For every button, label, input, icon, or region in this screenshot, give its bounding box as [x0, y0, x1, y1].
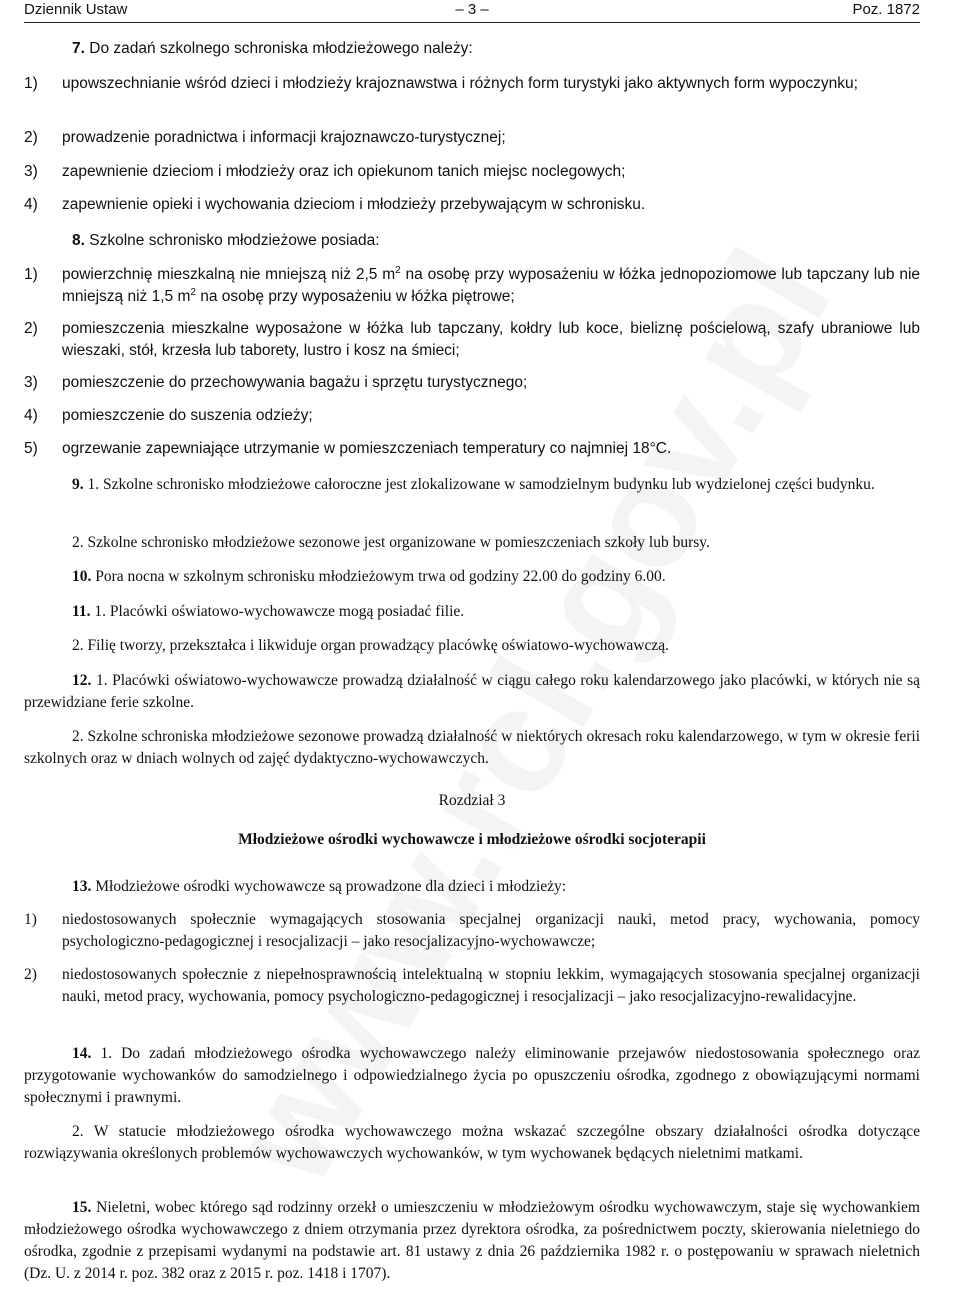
list-item — [24, 127, 920, 149]
page-number: – 3 – — [455, 1, 489, 18]
section-11-par-1 — [24, 601, 920, 623]
section-7-intro — [24, 38, 920, 60]
section-10 — [24, 566, 920, 588]
list-number: 2) — [24, 320, 38, 337]
section-number: 14. — [72, 1045, 92, 1062]
list-text: pomieszczenie do suszenia odzieży; — [62, 407, 313, 424]
list-text: na osobę przy wyposażeniu w łóżka piętrowe; — [195, 288, 515, 305]
page-header — [24, 0, 920, 23]
section-text: Młodzieżowe ośrodki wychowawcze są prowadzone dla dzieci i młodzieży: — [95, 878, 567, 895]
list-text: zapewnienie opieki i wychowania dzieciom i młodzieży przebywającym w schronisku. — [62, 196, 646, 213]
journal-name: Dziennik Ustaw — [24, 1, 128, 18]
section-14-par-1 — [24, 1043, 920, 1109]
list-text: ogrzewanie zapewniające utrzymanie w pomieszczeniach temperatury co najmniej 18°C. — [62, 440, 672, 457]
section-8-intro — [24, 230, 920, 252]
superscript: 2 — [395, 265, 401, 276]
list-number: 4) — [24, 196, 38, 213]
list-number: 3) — [24, 374, 38, 391]
list-text: niedostosowanych społecznie z niepełnosprawnością intelektualną w stopniu lekkim, wymagających stosowania specjalnej organizacji nauki, metod pracy, wychowania, pomocy psychologiczno-pedagogicznej i resocjalizacji – jako resocjalizacyjno-rewalidacyjne. — [62, 966, 920, 1005]
list-text: na osobę przy wyposażeniu w łóżka jednopoziomowe lub tapczany lub nie mniejszą niż 1,5 m — [62, 266, 921, 305]
section-text: Do zadań szkolnego schroniska młodzieżowego należy: — [89, 40, 473, 57]
list-number: 4) — [24, 407, 38, 424]
section-text: Szkolne schronisko młodzieżowe posiada: — [89, 232, 380, 249]
section-number: 13. — [72, 878, 92, 895]
section-text: 2. Szkolne schronisko młodzieżowe sezonowe jest organizowane w pomieszczeniach szkoły lub bursy. — [72, 534, 710, 551]
list-text: pomieszczenia mieszkalne wyposażone w łóżka lub tapczany, kołdry lub koce, bieliznę pościelową, szafy ubraniowe lub wieszaki, stół, krzesła lub taborety, lustro i kosz na śmieci; — [62, 320, 920, 359]
section-number: 11. — [72, 603, 91, 620]
section-text: 2. Szkolne schroniska młodzieżowe sezonowe prowadzą działalność w niektórych okresach roku kalendarzowego, w tym w okresie ferii szkolnych oraz w dniach wolnych od zajęć dydaktyczno-wychowawczych. — [24, 728, 920, 767]
list-number: 5) — [24, 440, 38, 457]
section-number: 8. — [72, 232, 85, 249]
section-number: 7. — [72, 40, 85, 57]
list-text: pomieszczenie do przechowywania bagażu i sprzętu turystycznego; — [62, 374, 528, 391]
list-item — [24, 318, 920, 362]
list-text: prowadzenie poradnictwa i informacji krajoznawczo-turystycznej; — [62, 129, 506, 146]
list-text: niedostosowanych społecznie wymagających stosowania specjalnej organizacji nauki, metod pracy, wychowania, pomocy psychologiczno-pedagogicznej i resocjalizacji – jako resocjalizacyjno-wychowawcze; — [62, 911, 920, 950]
section-15 — [24, 1197, 920, 1285]
chapter-title: Młodzieżowe ośrodki wychowawcze i młodzieżowe ośrodki socjoterapii — [238, 831, 706, 848]
section-text: Pora nocna w szkolnym schronisku młodzieżowym trwa od godziny 22.00 do godziny 6.00. — [95, 568, 666, 585]
section-13-intro — [24, 876, 920, 898]
list-number: 1) — [24, 266, 38, 283]
list-item — [24, 372, 920, 394]
section-9-par-1 — [24, 474, 920, 496]
list-number: 2) — [24, 129, 38, 146]
section-text: 1. Placówki oświatowo-wychowawcze mogą posiadać filie. — [94, 603, 465, 620]
list-item — [24, 405, 920, 427]
list-item — [24, 964, 920, 1008]
list-item — [24, 438, 920, 460]
section-text: 2. W statucie młodzieżowego ośrodka wychowawczego można wskazać szczególne obszary działalności ośrodka dotyczące rozwiązywania określonych problemów wychowawczych wychowanków, w tym wychowanek będących nieletnimi matkami. — [24, 1123, 920, 1162]
list-item — [24, 194, 920, 216]
list-number: 1) — [24, 911, 37, 928]
section-text: 2. Filię tworzy, przekształca i likwiduje organ prowadzący placówkę oświatowo-wychowawczą. — [72, 637, 669, 654]
section-number: 9. — [72, 476, 84, 493]
list-item — [24, 73, 920, 95]
list-number: 1) — [24, 75, 38, 92]
section-12-par-2 — [24, 726, 920, 770]
position-number: Poz. 1872 — [852, 1, 920, 18]
superscript: 2 — [190, 287, 196, 298]
list-item — [24, 161, 920, 183]
section-9-par-2 — [24, 532, 920, 554]
section-text: 1. Szkolne schronisko młodzieżowe całoroczne jest zlokalizowane w samodzielnym budynku lub wydzielonej części budynku. — [87, 476, 875, 493]
list-item — [24, 909, 920, 953]
section-11-par-2 — [24, 635, 920, 657]
section-text: Nieletni, wobec którego sąd rodzinny orzekł o umieszczeniu w młodzieżowym ośrodku wychowawczym, staje się wychowankiem młodzieżowego ośrodka wychowawczego z dniem otrzymania przez dyrektora ośrodka, za pośrednictwem poczty, skierowania nieletniego do ośrodka, zgodnie z przepisami wydanymi na podstawie art. 81 ustawy z dnia 26 października 1982 r. o postępowaniu w sprawach nieletnich (Dz. U. z 2014 r. poz. 382 oraz z 2015 r. poz. 1418 i 1707). — [24, 1199, 920, 1282]
section-text: 1. Do zadań młodzieżowego ośrodka wychowawczego należy eliminowanie przejawów niedostosowania społecznego oraz przygotowanie wychowanków do samodzielnego i odpowiedzialnego życia po opuszczeniu ośrodka, zgodnego z obowiązującymi normami społecznymi i prawnymi. — [24, 1045, 921, 1106]
list-number: 3) — [24, 163, 38, 180]
chapter-label: Rozdział 3 — [438, 792, 506, 809]
section-12-par-1 — [24, 670, 920, 714]
section-number: 15. — [72, 1199, 92, 1216]
list-item — [24, 264, 920, 308]
section-number: 10. — [72, 568, 92, 585]
list-text: upowszechnianie wśród dzieci i młodzieży krajoznawstwa i różnych form turystyki jako aktywnych form wypoczynku; — [62, 75, 858, 92]
section-14-par-2 — [24, 1121, 920, 1165]
list-number: 2) — [24, 966, 37, 983]
section-number: 12. — [72, 672, 92, 689]
list-text: powierzchnię mieszkalną nie mniejszą niż 2,5 m — [62, 266, 396, 283]
list-text: zapewnienie dzieciom i młodzieży oraz ich opiekunom tanich miejsc noclegowych; — [62, 163, 626, 180]
section-text: 1. Placówki oświatowo-wychowawcze prowadzą działalność w ciągu całego roku kalendarzowego jako placówki, w których nie są przewidziane ferie szkolne. — [24, 672, 920, 711]
